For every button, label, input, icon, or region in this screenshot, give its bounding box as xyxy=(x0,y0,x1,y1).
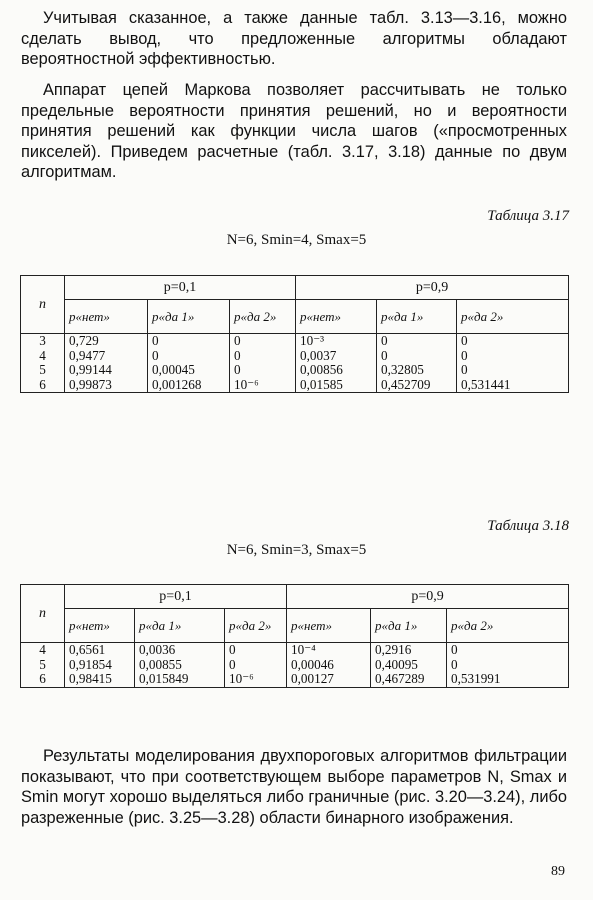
data-column xyxy=(230,334,296,393)
group-header-left: p=0,1 xyxy=(65,276,296,300)
group-header-left: p=0,1 xyxy=(65,585,287,609)
table-3-18 xyxy=(20,584,569,688)
cell: 10⁻⁶ xyxy=(229,671,254,686)
sub-header: p«да 1» xyxy=(135,609,225,643)
cell: 6 xyxy=(39,376,46,392)
n-column xyxy=(21,643,65,688)
data-column xyxy=(377,334,457,393)
cell: 4 xyxy=(39,347,46,363)
cell: 0,99873 xyxy=(69,376,112,392)
cell: 0,00855 xyxy=(139,656,182,672)
cell: 0,00046 xyxy=(291,656,334,672)
cell: 0,00127 xyxy=(291,671,334,686)
cell: 0,99144 xyxy=(69,362,112,377)
cell: 0,452709 xyxy=(381,376,431,392)
cell: 0 xyxy=(461,347,468,363)
cell: 0 xyxy=(234,333,241,348)
paragraph-3: Результаты моделирования двухпороговых алгоритмов фильтрации показывают, что при соответствующем выборе параметров N, Smax и Smin могут хорошо выделяться либо граничные (рис. 3.20—3.24), либо разреженные (рис. 3.25—3.28) области бинарного изображения. xyxy=(21,747,567,827)
sub-header: p«да 2» xyxy=(230,300,296,334)
sub-header: p«нет» xyxy=(287,609,371,643)
group-header-right: p=0,9 xyxy=(296,276,569,300)
cell: 0 xyxy=(152,333,159,348)
cell: 0,531441 xyxy=(461,376,511,392)
sub-header: p«да 1» xyxy=(371,609,447,643)
cell: 10⁻⁶ xyxy=(234,376,259,392)
cell: 0,91854 xyxy=(69,656,112,672)
cell: 0,2916 xyxy=(375,642,412,657)
table-params-3-17: N=6, Smin=4, Smax=5 xyxy=(226,232,367,248)
n-header: n xyxy=(21,585,65,643)
cell: 6 xyxy=(39,671,46,686)
cell: 0 xyxy=(234,347,241,363)
paragraph-1: Учитывая сказанное, а также данные табл. 3.13—3.16, можно сделать вывод, что предложенные алгоритмы обладают вероятностной эффективностью. xyxy=(21,9,567,69)
cell: 0,729 xyxy=(69,333,99,348)
n-column xyxy=(21,334,65,393)
cell: 0,531991 xyxy=(451,671,501,686)
cell: 10⁻³ xyxy=(300,333,325,348)
cell: 0 xyxy=(381,347,388,363)
data-column xyxy=(287,643,371,688)
cell: 3 xyxy=(39,333,46,348)
table-caption-3-17: Таблица 3.17 xyxy=(487,208,569,224)
sub-header: p«нет» xyxy=(65,300,148,334)
cell: 0,98415 xyxy=(69,671,112,686)
data-column xyxy=(148,334,230,393)
sub-header: p«да 2» xyxy=(457,300,569,334)
data-column xyxy=(225,643,287,688)
table-caption-3-18: Таблица 3.18 xyxy=(487,518,569,534)
sub-header: p«да 1» xyxy=(377,300,457,334)
data-column xyxy=(296,334,377,393)
cell: 0 xyxy=(461,362,468,377)
cell: 5 xyxy=(39,362,46,377)
data-column xyxy=(65,643,135,688)
cell: 0,40095 xyxy=(375,656,418,672)
sub-header: p«да 1» xyxy=(148,300,230,334)
page-number: 89 xyxy=(551,864,565,879)
cell: 0 xyxy=(451,642,458,657)
cell: 0,467289 xyxy=(375,671,425,686)
cell: 0 xyxy=(229,642,236,657)
cell: 0,6561 xyxy=(69,642,106,657)
data-column xyxy=(65,334,148,393)
cell: 4 xyxy=(39,642,46,657)
data-column xyxy=(447,643,569,688)
cell: 0 xyxy=(461,333,468,348)
sub-header: p«нет» xyxy=(296,300,377,334)
sub-header: p«нет» xyxy=(65,609,135,643)
cell: 0,001268 xyxy=(152,376,202,392)
cell: 0 xyxy=(229,656,236,672)
data-column xyxy=(371,643,447,688)
data-column xyxy=(457,334,569,393)
cell: 0 xyxy=(381,333,388,348)
cell: 0,00045 xyxy=(152,362,195,377)
cell: 0,0036 xyxy=(139,642,176,657)
cell: 5 xyxy=(39,656,46,672)
sub-header: p«да 2» xyxy=(225,609,287,643)
cell: 0,00856 xyxy=(300,362,343,377)
table-params-3-18: N=6, Smin=3, Smax=5 xyxy=(226,542,367,558)
cell: 0 xyxy=(451,656,458,672)
cell: 0,9477 xyxy=(69,347,106,363)
cell: 0,32805 xyxy=(381,362,424,377)
paragraph-2: Аппарат цепей Маркова позволяет рассчитывать не только предельные вероятности принятия решений, но и вероятности принятия решений как функции числа шагов («просмотренных пикселей). Приведем расчетные (табл. 3.17, 3.18) данные по двум алгоритмам. xyxy=(21,81,567,182)
cell: 0 xyxy=(152,347,159,363)
sub-header: p«да 2» xyxy=(447,609,569,643)
n-header: n xyxy=(21,276,65,334)
table-3-17 xyxy=(20,275,569,393)
group-header-right: p=0,9 xyxy=(287,585,569,609)
cell: 0,01585 xyxy=(300,376,343,392)
data-column xyxy=(135,643,225,688)
cell: 0 xyxy=(234,362,241,377)
cell: 0,015849 xyxy=(139,671,189,686)
cell: 10⁻⁴ xyxy=(291,642,316,657)
cell: 0,0037 xyxy=(300,347,337,363)
